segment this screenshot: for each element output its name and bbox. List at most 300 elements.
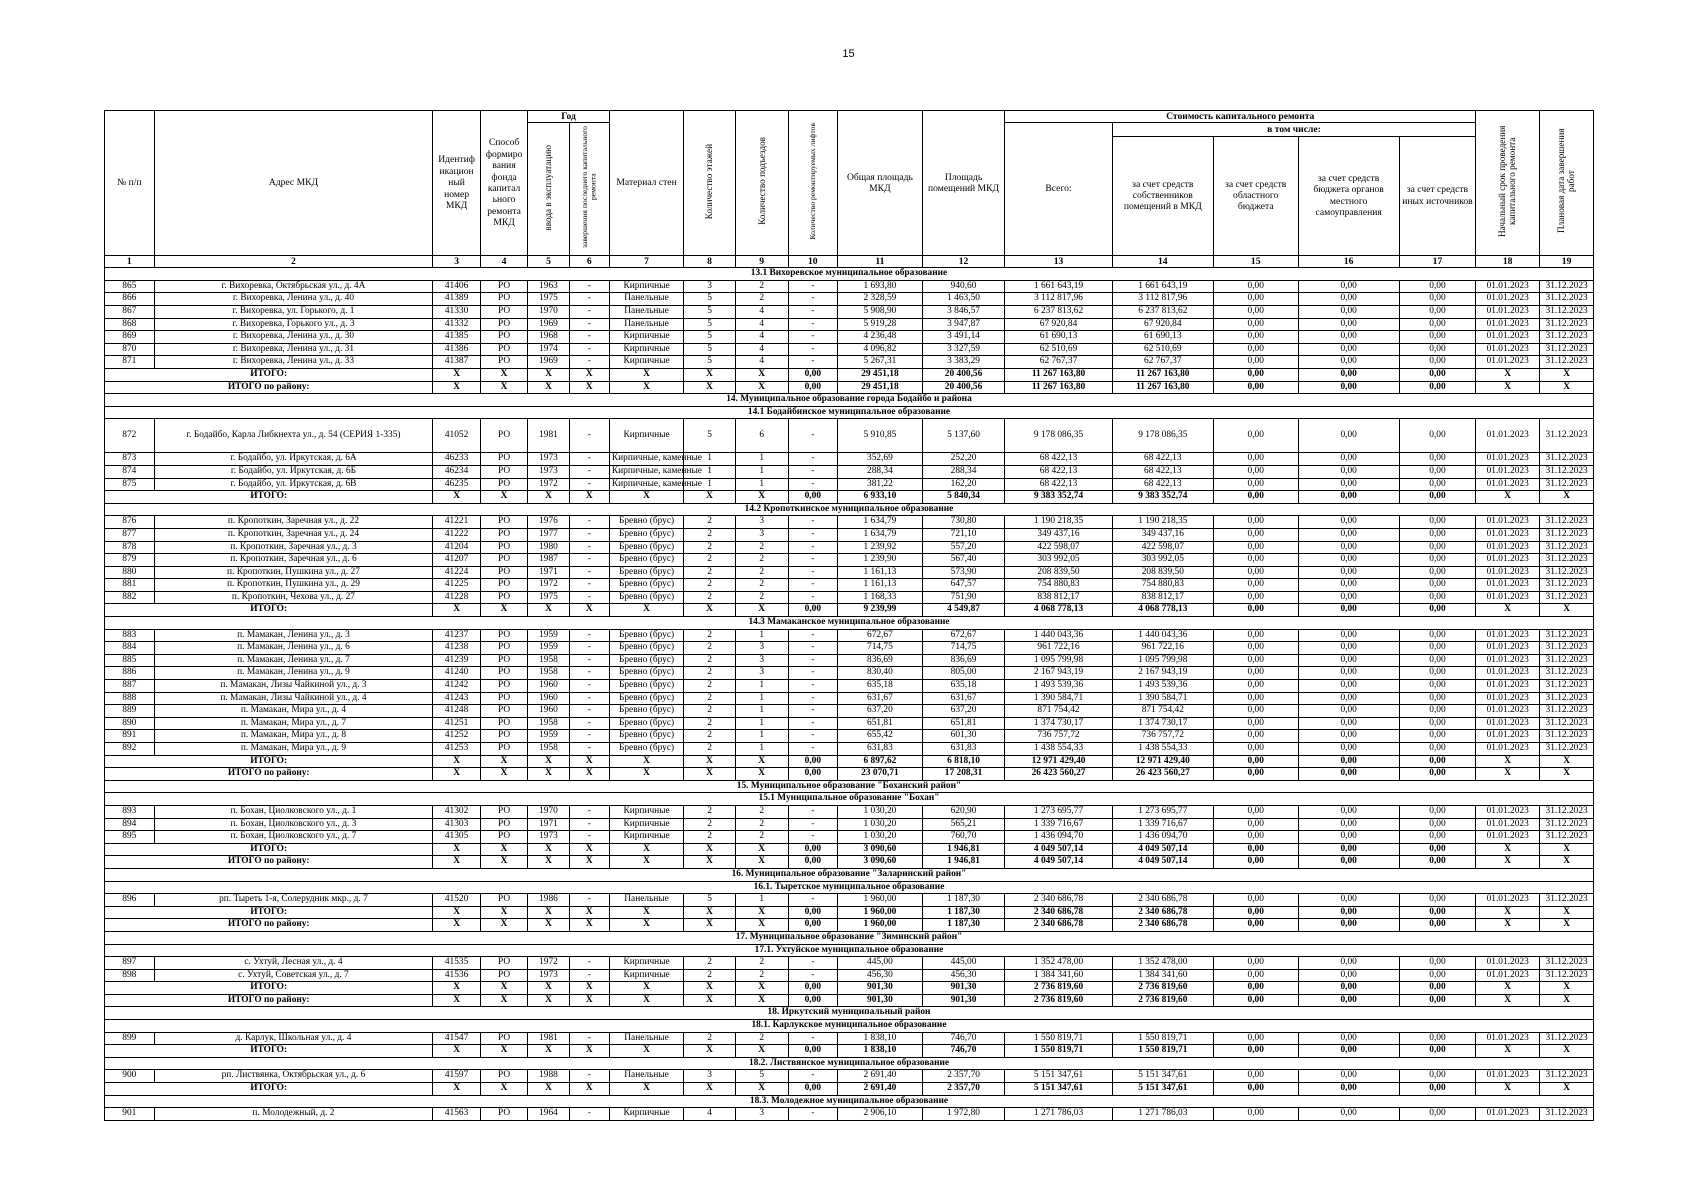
total-cell: 0,00 (788, 755, 838, 768)
table-cell: 62 510,69 (1112, 343, 1213, 356)
table-cell: 2 (735, 591, 788, 604)
total-cell: X (1540, 768, 1594, 781)
table-row (105, 831, 1594, 844)
table-row (105, 579, 1594, 592)
row-number: 893 (105, 805, 155, 818)
total-cell: 0,00 (1399, 906, 1475, 919)
table-cell: - (788, 680, 838, 693)
table-cell: 0,00 (1399, 831, 1475, 844)
table-cell: 0,00 (1399, 293, 1475, 306)
total-cell: X (569, 994, 609, 1007)
table-cell: 0,00 (1213, 478, 1298, 491)
total-cell: 0,00 (1399, 491, 1475, 504)
table-cell: Бревно (брус) (609, 591, 683, 604)
total-cell: 3 090,60 (838, 856, 923, 869)
row-number: 869 (105, 331, 155, 344)
total-cell: 0,00 (1298, 368, 1399, 381)
row-address: п. Мамакан, Ленина ул., д. 6 (154, 642, 433, 655)
table-cell: 1 095 799,98 (1112, 654, 1213, 667)
table-cell: 3 (735, 1108, 788, 1121)
table-cell: 0,00 (1399, 805, 1475, 818)
table-cell: Панельные (609, 894, 683, 907)
row-number: 870 (105, 343, 155, 356)
table-cell: - (788, 969, 838, 982)
table-cell: 01.01.2023 (1476, 591, 1540, 604)
total-cell: 1 550 819,71 (1005, 1045, 1112, 1058)
column-number: 9 (735, 255, 788, 267)
header-end (1540, 111, 1594, 256)
table-cell: 0,00 (1213, 516, 1298, 529)
total-cell: 4 049 507,14 (1112, 856, 1213, 869)
total-cell: 1 550 819,71 (1112, 1045, 1213, 1058)
table-cell: 01.01.2023 (1476, 831, 1540, 844)
table-cell: 0,00 (1399, 318, 1475, 331)
table-cell: 1964 (528, 1108, 569, 1121)
table-cell: РО (480, 1032, 527, 1045)
total-label: ИТОГО по району: (105, 768, 433, 781)
total-cell: X (735, 368, 788, 381)
table-cell: 0,00 (1399, 419, 1475, 453)
row-number: 876 (105, 516, 155, 529)
table-cell: 41204 (433, 541, 480, 554)
table-cell: 2 357,70 (922, 1070, 1005, 1083)
table-cell: Бревно (брус) (609, 516, 683, 529)
table-cell: 41387 (433, 356, 480, 369)
table-cell: 838 812,17 (1112, 591, 1213, 604)
table-cell: 2 (684, 629, 736, 642)
table-cell: 1960 (528, 692, 569, 705)
table-cell: - (788, 528, 838, 541)
table-cell: 0,00 (1298, 957, 1399, 970)
total-cell: X (528, 982, 569, 995)
table-cell: 01.01.2023 (1476, 705, 1540, 718)
table-cell: 1 168,33 (838, 591, 923, 604)
table-cell: Кирпичные (609, 818, 683, 831)
total-cell: 2 340 686,78 (1112, 919, 1213, 932)
table-cell: 5 (684, 894, 736, 907)
header-method: Способ формиро вания фонда капитал ьного ремонта МКД (480, 111, 527, 256)
table-cell: 1 (735, 730, 788, 743)
column-number: 2 (154, 255, 433, 267)
table-cell: 208 839,50 (1112, 566, 1213, 579)
table-cell: 1 352 478,00 (1112, 957, 1213, 970)
table-cell: - (569, 642, 609, 655)
total-cell: 2 357,70 (922, 1083, 1005, 1096)
table-cell: 0,00 (1213, 642, 1298, 655)
table-cell: 6 237 813,62 (1112, 306, 1213, 319)
total-label: ИТОГО: (105, 906, 433, 919)
row-address: п. Мамакан, Ленина ул., д. 7 (154, 654, 433, 667)
table-cell: 31.12.2023 (1540, 343, 1594, 356)
total-cell: X (1476, 381, 1540, 394)
table-cell: 1970 (528, 306, 569, 319)
table-cell: 31.12.2023 (1540, 356, 1594, 369)
total-cell: 2 736 819,60 (1112, 994, 1213, 1007)
table-cell: 1 436 094,70 (1112, 831, 1213, 844)
table-cell: 61 690,13 (1005, 331, 1112, 344)
total-row (105, 994, 1594, 1007)
table-cell: 2 (684, 680, 736, 693)
table-cell: 651,81 (838, 717, 923, 730)
table-cell: - (788, 654, 838, 667)
total-cell: X (528, 994, 569, 1007)
column-number: 10 (788, 255, 838, 267)
row-address: п. Мамакан, Ленина ул., д. 9 (154, 667, 433, 680)
section-heading-row (105, 944, 1594, 957)
header-year-commission-text: ввода в эксплуатацию (543, 144, 554, 231)
table-cell: 1958 (528, 667, 569, 680)
total-cell: X (480, 1045, 527, 1058)
table-cell: 0,00 (1298, 343, 1399, 356)
row-number: 885 (105, 654, 155, 667)
total-cell: X (684, 906, 736, 919)
header-end-text: Плановая дата завершения работ (1556, 128, 1577, 234)
table-cell: - (788, 1032, 838, 1045)
total-cell: X (480, 856, 527, 869)
table-cell: 1 273 695,77 (1112, 805, 1213, 818)
row-address: п. Мамакан, Лизы Чайкиной ул., д. 3 (154, 680, 433, 693)
table-cell: 31.12.2023 (1540, 528, 1594, 541)
table-cell: 68 422,13 (1005, 478, 1112, 491)
table-cell: 41248 (433, 705, 480, 718)
table-cell: - (569, 680, 609, 693)
table-cell: 41547 (433, 1032, 480, 1045)
table-cell: 961 722,16 (1112, 642, 1213, 655)
table-cell: 0,00 (1213, 453, 1298, 466)
table-cell: 01.01.2023 (1476, 579, 1540, 592)
table-cell: РО (480, 541, 527, 554)
total-cell: 1 960,00 (838, 906, 923, 919)
table-cell: 01.01.2023 (1476, 667, 1540, 680)
row-number: 866 (105, 293, 155, 306)
table-cell: 0,00 (1399, 280, 1475, 293)
table-cell: 1972 (528, 478, 569, 491)
table-cell: 754 880,83 (1005, 579, 1112, 592)
table-cell: Бревно (брус) (609, 680, 683, 693)
total-row (105, 982, 1594, 995)
table-cell: 2 340 686,78 (1005, 894, 1112, 907)
row-number: 895 (105, 831, 155, 844)
table-cell: 41253 (433, 743, 480, 756)
table-cell: - (569, 831, 609, 844)
table-cell: 01.01.2023 (1476, 318, 1540, 331)
table-cell: Бревно (брус) (609, 730, 683, 743)
table-cell: 2 328,59 (838, 293, 923, 306)
table-cell: - (569, 957, 609, 970)
table-cell: 31.12.2023 (1540, 692, 1594, 705)
table-cell: 2 (735, 280, 788, 293)
total-cell: X (684, 768, 736, 781)
total-cell: X (735, 843, 788, 856)
table-cell: 601,30 (922, 730, 1005, 743)
row-address: п. Бохан, Циолковского ул., д. 3 (154, 818, 433, 831)
table-row (105, 478, 1594, 491)
table-row (105, 957, 1594, 970)
table-cell: 3 (735, 516, 788, 529)
section-heading: 15. Муниципальное образование "Боханский район" (105, 780, 1594, 793)
total-cell: 26 423 560,27 (1112, 768, 1213, 781)
table-cell: 41251 (433, 717, 480, 730)
table-cell: 2 (735, 957, 788, 970)
table-cell: 1 352 478,00 (1005, 957, 1112, 970)
table-cell: 1 271 786,03 (1112, 1108, 1213, 1121)
table-cell: 0,00 (1399, 591, 1475, 604)
column-number: 11 (838, 255, 923, 267)
total-cell: 4 049 507,14 (1005, 856, 1112, 869)
table-cell: - (788, 692, 838, 705)
table-cell: 2 340 686,78 (1112, 894, 1213, 907)
total-cell: 4 068 778,13 (1005, 604, 1112, 617)
table-cell: 41243 (433, 692, 480, 705)
row-address: п. Мамакан, Лизы Чайкиной ул., д. 4 (154, 692, 433, 705)
total-cell: X (1476, 982, 1540, 995)
total-cell: X (569, 1045, 609, 1058)
table-cell: 1 095 799,98 (1005, 654, 1112, 667)
table-cell: 31.12.2023 (1540, 667, 1594, 680)
row-address: рп. Листвянка, Октябрьская ул., д. 6 (154, 1070, 433, 1083)
total-cell: 9 383 352,74 (1005, 491, 1112, 504)
table-cell: 1 972,80 (922, 1108, 1005, 1121)
total-cell: 0,00 (1399, 604, 1475, 617)
total-cell: 0,00 (1213, 368, 1298, 381)
total-cell: 2 340 686,78 (1112, 906, 1213, 919)
table-cell: 01.01.2023 (1476, 356, 1540, 369)
table-cell: 2 (735, 566, 788, 579)
table-cell: 2 (684, 541, 736, 554)
table-cell: 1969 (528, 318, 569, 331)
total-cell: X (433, 982, 480, 995)
table-cell: 62 767,37 (1112, 356, 1213, 369)
table-cell: РО (480, 419, 527, 453)
total-cell: 5 151 347,61 (1005, 1083, 1112, 1096)
table-cell: - (569, 331, 609, 344)
table-cell: 0,00 (1399, 642, 1475, 655)
total-cell: X (684, 1083, 736, 1096)
table-cell: 1 374 730,17 (1005, 717, 1112, 730)
table-cell: Панельные (609, 1070, 683, 1083)
table-cell: Кирпичные, каменные (609, 478, 683, 491)
table-cell: 1 (735, 692, 788, 705)
table-cell: 0,00 (1298, 805, 1399, 818)
total-row (105, 906, 1594, 919)
table-cell: Панельные (609, 1032, 683, 1045)
table-cell: 836,69 (922, 654, 1005, 667)
total-cell: X (684, 994, 736, 1007)
table-cell: 0,00 (1213, 419, 1298, 453)
table-cell: 0,00 (1298, 453, 1399, 466)
row-address: п. Мамакан, Ленина ул., д. 3 (154, 629, 433, 642)
table-cell: РО (480, 306, 527, 319)
table-cell: 1 (735, 453, 788, 466)
total-cell: X (609, 491, 683, 504)
table-cell: 0,00 (1213, 280, 1298, 293)
table-cell: 01.01.2023 (1476, 419, 1540, 453)
total-cell: 0,00 (788, 381, 838, 394)
table-row (105, 516, 1594, 529)
table-cell: 0,00 (1213, 343, 1298, 356)
table-cell: 31.12.2023 (1540, 831, 1594, 844)
table-cell: 0,00 (1213, 667, 1298, 680)
table-cell: 2 (684, 957, 736, 970)
table-cell: 0,00 (1213, 1070, 1298, 1083)
table-cell: - (569, 818, 609, 831)
table-cell: - (788, 743, 838, 756)
total-cell: 0,00 (1213, 982, 1298, 995)
table-cell: 0,00 (1213, 318, 1298, 331)
table-cell: 0,00 (1213, 692, 1298, 705)
table-cell: РО (480, 1108, 527, 1121)
table-cell: 2 (684, 591, 736, 604)
table-cell: 2 (684, 566, 736, 579)
table-cell: 31.12.2023 (1540, 419, 1594, 453)
table-cell: 3 (684, 1070, 736, 1083)
total-cell: 901,30 (838, 994, 923, 1007)
table-cell: 620,90 (922, 805, 1005, 818)
total-cell: X (528, 1045, 569, 1058)
total-cell: 20 400,56 (922, 381, 1005, 394)
table-cell: 730,80 (922, 516, 1005, 529)
table-cell: 940,60 (922, 280, 1005, 293)
header-owners: за счет средств собственников помещений в МКД (1112, 136, 1213, 255)
row-number: 891 (105, 730, 155, 743)
row-address: п. Мамакан, Мира ул., д. 9 (154, 743, 433, 756)
table-cell: 838 812,17 (1005, 591, 1112, 604)
table-cell: 61 690,13 (1112, 331, 1213, 344)
table-cell: 0,00 (1213, 293, 1298, 306)
table-cell: Бревно (брус) (609, 579, 683, 592)
section-heading: 18.2. Листвянское муниципальное образование (105, 1057, 1594, 1070)
column-number: 7 (609, 255, 683, 267)
column-number-row (105, 255, 1594, 267)
section-heading-row (105, 268, 1594, 281)
column-number: 16 (1298, 255, 1399, 267)
table-cell: 41536 (433, 969, 480, 982)
total-cell: 0,00 (1213, 919, 1298, 932)
row-number: 899 (105, 1032, 155, 1045)
table-body (105, 268, 1594, 1121)
total-cell: 0,00 (788, 1083, 838, 1096)
total-cell: 11 267 163,80 (1005, 381, 1112, 394)
table-cell: Кирпичные (609, 343, 683, 356)
table-cell: 3 327,59 (922, 343, 1005, 356)
table-cell: Бревно (брус) (609, 667, 683, 680)
total-cell: 0,00 (1399, 1045, 1475, 1058)
total-cell: X (735, 755, 788, 768)
table-cell: 0,00 (1213, 894, 1298, 907)
total-cell: X (609, 604, 683, 617)
total-cell: X (1540, 982, 1594, 995)
table-cell: 1958 (528, 717, 569, 730)
table-cell: 31.12.2023 (1540, 478, 1594, 491)
table-header (105, 111, 1594, 268)
table-cell: 31.12.2023 (1540, 805, 1594, 818)
table-cell: 1975 (528, 293, 569, 306)
total-row (105, 381, 1594, 394)
total-cell: X (480, 368, 527, 381)
total-cell: X (569, 1083, 609, 1096)
table-cell: - (788, 717, 838, 730)
table-cell: 1 838,10 (838, 1032, 923, 1045)
row-number: 887 (105, 680, 155, 693)
total-label: ИТОГО: (105, 755, 433, 768)
total-cell: X (609, 843, 683, 856)
total-cell: X (609, 368, 683, 381)
section-heading-row (105, 1007, 1594, 1020)
total-cell: X (1476, 491, 1540, 504)
table-cell: 31.12.2023 (1540, 1032, 1594, 1045)
section-heading: 15.1 Муниципальное образование "Бохан" (105, 793, 1594, 806)
total-cell: X (569, 381, 609, 394)
total-cell: X (1540, 906, 1594, 919)
header-entrances-text: Количество подъездов (756, 137, 767, 226)
row-address: п. Кропоткин, Заречная ул., д. 24 (154, 528, 433, 541)
total-cell: X (1476, 1045, 1540, 1058)
table-cell: 0,00 (1213, 629, 1298, 642)
table-cell: 445,00 (922, 957, 1005, 970)
total-cell: X (480, 994, 527, 1007)
section-heading: 16. Муниципальное образование "Заларинский район" (105, 868, 1594, 881)
table-cell: 31.12.2023 (1540, 743, 1594, 756)
total-cell: 0,00 (788, 491, 838, 504)
table-cell: 01.01.2023 (1476, 343, 1540, 356)
table-cell: 1 440 043,36 (1005, 629, 1112, 642)
table-row (105, 566, 1594, 579)
table-row (105, 554, 1594, 567)
section-heading: 18. Иркутский муниципальный район (105, 1007, 1594, 1020)
table-row (105, 805, 1594, 818)
section-heading: 14.2 Кропоткинское муниципальное образование (105, 503, 1594, 516)
table-cell: 01.01.2023 (1476, 516, 1540, 529)
row-address: п. Бохан, Циолковского ул., д. 1 (154, 805, 433, 818)
table-cell: 1 (735, 465, 788, 478)
row-address: п. Молодежный, д. 2 (154, 1108, 433, 1121)
table-cell: 1986 (528, 894, 569, 907)
table-cell: 31.12.2023 (1540, 730, 1594, 743)
table-cell: 647,57 (922, 579, 1005, 592)
table-cell: 1971 (528, 566, 569, 579)
total-cell: 0,00 (788, 856, 838, 869)
header-other: за счет средств иных источников (1399, 136, 1475, 255)
table-cell: - (569, 1108, 609, 1121)
header-year-last-repair (569, 123, 609, 255)
header-num: № п/п (105, 111, 155, 256)
total-cell: 6 897,62 (838, 755, 923, 768)
table-cell: 0,00 (1399, 331, 1475, 344)
table-cell: 0,00 (1213, 579, 1298, 592)
table-cell: РО (480, 894, 527, 907)
total-cell: 5 840,34 (922, 491, 1005, 504)
table-cell: 2 (684, 642, 736, 655)
total-cell: X (433, 856, 480, 869)
table-cell: 6 237 813,62 (1005, 306, 1112, 319)
table-cell: 31.12.2023 (1540, 818, 1594, 831)
total-cell: 11 267 163,80 (1112, 368, 1213, 381)
table-cell: 41237 (433, 629, 480, 642)
table-cell: 1 438 554,33 (1112, 743, 1213, 756)
table-cell: - (788, 331, 838, 344)
total-cell: 11 267 163,80 (1005, 368, 1112, 381)
total-row (105, 843, 1594, 856)
header-cost: Стоимость капитального ремонта (1005, 111, 1476, 123)
table-cell: 1972 (528, 579, 569, 592)
table-cell: 1 (735, 743, 788, 756)
table-cell: 0,00 (1298, 831, 1399, 844)
total-cell: X (1540, 381, 1594, 394)
total-cell: 9 239,99 (838, 604, 923, 617)
table-cell: - (788, 478, 838, 491)
table-cell: 0,00 (1298, 1070, 1399, 1083)
table-cell: - (569, 1032, 609, 1045)
